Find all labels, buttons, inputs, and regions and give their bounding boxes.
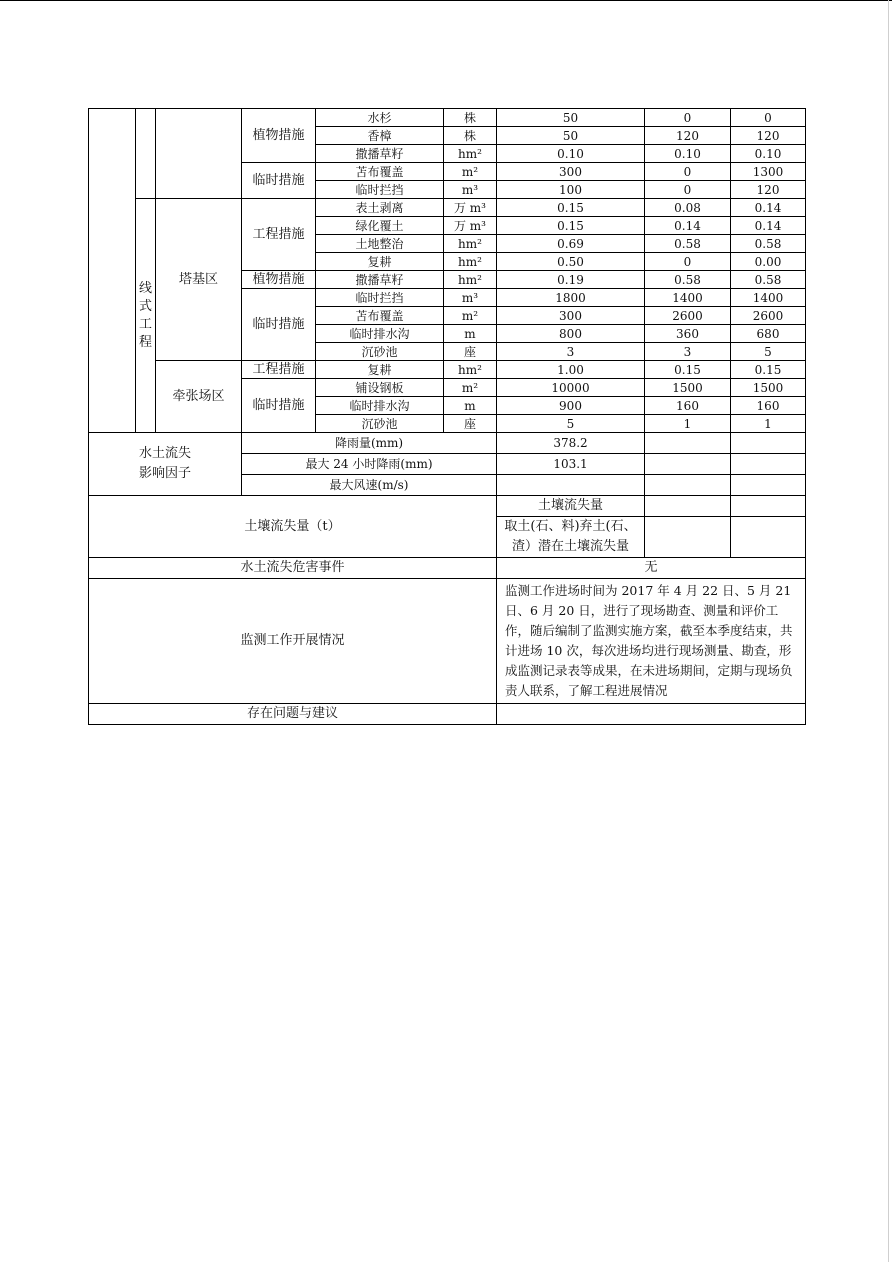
value-cell: 0.15 — [731, 361, 806, 379]
blank-cell — [731, 517, 806, 558]
value-cell: 0.14 — [731, 199, 806, 217]
planned-cell: 900 — [497, 397, 645, 415]
table-row — [89, 199, 806, 217]
unit-cell: m² — [444, 163, 497, 181]
planned-cell: 50 — [497, 109, 645, 127]
value-cell: 5 — [731, 343, 806, 361]
item-cell: 临时拦挡 — [316, 181, 444, 199]
planned-cell: 100 — [497, 181, 645, 199]
potential-soil-loss-label: 取土(石、料)弃土(石、渣）潜在土壤流失量 — [497, 517, 645, 558]
planned-cell: 1.00 — [497, 361, 645, 379]
item-cell: 临时排水沟 — [316, 325, 444, 343]
page-top-border — [0, 0, 892, 1]
unit-cell: m² — [444, 307, 497, 325]
blank-cell — [645, 517, 731, 558]
planned-cell: 0.10 — [497, 145, 645, 163]
measure-type-cell: 植物措施 — [242, 271, 316, 289]
issues-label: 存在问题与建议 — [89, 704, 497, 725]
table-row — [89, 579, 806, 704]
planned-cell: 10000 — [497, 379, 645, 397]
item-cell: 苫布覆盖 — [316, 307, 444, 325]
area-cell-tower-base: 塔基区 — [156, 199, 242, 361]
unit-cell: 株 — [444, 127, 497, 145]
item-cell: 撒播草籽 — [316, 145, 444, 163]
planned-cell: 5 — [497, 415, 645, 433]
unit-cell: 万 m³ — [444, 217, 497, 235]
unit-cell: hm² — [444, 235, 497, 253]
unit-cell: 座 — [444, 415, 497, 433]
value-cell: 3 — [645, 343, 731, 361]
item-cell: 临时排水沟 — [316, 397, 444, 415]
value-cell: 360 — [645, 325, 731, 343]
value-cell: 1 — [731, 415, 806, 433]
monitoring-label: 监测工作开展情况 — [89, 579, 497, 704]
factors-label-text: 水土流失 影响因子 — [138, 446, 191, 481]
planned-cell: 3 — [497, 343, 645, 361]
blank-cell — [156, 109, 242, 199]
planned-cell: 300 — [497, 163, 645, 181]
planned-cell: 0.15 — [497, 217, 645, 235]
unit-cell: 座 — [444, 343, 497, 361]
value-cell: 1400 — [645, 289, 731, 307]
item-cell: 撒播草籽 — [316, 271, 444, 289]
blank-cell — [645, 475, 731, 496]
unit-cell: hm² — [444, 253, 497, 271]
max24-rain-label: 最大 24 小时降雨(mm) — [242, 454, 497, 475]
line-project-text: 线 式 工 程 — [138, 280, 152, 350]
item-cell: 苫布覆盖 — [316, 163, 444, 181]
value-cell: 120 — [731, 127, 806, 145]
line-project-label — [136, 199, 156, 433]
value-cell: 120 — [645, 127, 731, 145]
table-row — [89, 109, 806, 127]
unit-cell: hm² — [444, 271, 497, 289]
unit-cell: m³ — [444, 289, 497, 307]
blank-cell — [645, 433, 731, 454]
planned-cell: 1800 — [497, 289, 645, 307]
value-cell: 0.58 — [645, 271, 731, 289]
max-wind-value — [497, 475, 645, 496]
measure-type-cell: 临时措施 — [242, 163, 316, 199]
value-cell: 0 — [645, 109, 731, 127]
measure-type-cell: 临时措施 — [242, 379, 316, 433]
table-row — [89, 558, 806, 579]
value-cell: 0.15 — [645, 361, 731, 379]
max24-rain-value: 103.1 — [497, 454, 645, 475]
item-cell: 临时拦挡 — [316, 289, 444, 307]
value-cell: 120 — [731, 181, 806, 199]
monitoring-table — [88, 108, 806, 725]
value-cell: 0.58 — [731, 235, 806, 253]
hazard-value: 无 — [497, 558, 806, 579]
item-cell: 铺设钢板 — [316, 379, 444, 397]
table-row — [89, 433, 806, 454]
item-cell: 绿化覆土 — [316, 217, 444, 235]
planned-cell: 0.69 — [497, 235, 645, 253]
unit-cell: m² — [444, 379, 497, 397]
measure-type-cell: 临时措施 — [242, 289, 316, 361]
blank-cell — [645, 496, 731, 517]
value-cell: 2600 — [731, 307, 806, 325]
table-row — [89, 704, 806, 725]
value-cell: 0 — [731, 109, 806, 127]
item-cell: 沉砂池 — [316, 343, 444, 361]
unit-cell: m — [444, 325, 497, 343]
item-cell: 水杉 — [316, 109, 444, 127]
blank-cell — [89, 109, 136, 433]
factors-label — [89, 433, 242, 496]
value-cell: 0 — [645, 253, 731, 271]
max-wind-label: 最大风速(m/s) — [242, 475, 497, 496]
issues-value — [497, 704, 806, 725]
value-cell: 160 — [731, 397, 806, 415]
blank-cell — [731, 496, 806, 517]
item-cell: 沉砂池 — [316, 415, 444, 433]
blank-cell — [136, 109, 156, 199]
value-cell: 0 — [645, 181, 731, 199]
soil-loss-label: 土壤流失量（t） — [89, 496, 497, 558]
value-cell: 2600 — [645, 307, 731, 325]
planned-cell: 800 — [497, 325, 645, 343]
planned-cell: 0.50 — [497, 253, 645, 271]
item-cell: 土地整治 — [316, 235, 444, 253]
soil-loss-sub-label: 土壤流失量 — [497, 496, 645, 517]
value-cell: 0.58 — [731, 271, 806, 289]
hazard-label: 水土流失危害事件 — [89, 558, 497, 579]
value-cell: 0.10 — [645, 145, 731, 163]
value-cell: 0 — [645, 163, 731, 181]
unit-cell: m³ — [444, 181, 497, 199]
item-cell: 复耕 — [316, 253, 444, 271]
measure-type-cell: 植物措施 — [242, 109, 316, 163]
value-cell: 0.14 — [645, 217, 731, 235]
blank-cell — [731, 454, 806, 475]
item-cell: 表土剥离 — [316, 199, 444, 217]
measure-type-cell: 工程措施 — [242, 199, 316, 271]
page-right-edge — [888, 0, 889, 1262]
value-cell: 1 — [645, 415, 731, 433]
table-row — [89, 496, 806, 517]
monitoring-value: 监测工作进场时间为 2017 年 4 月 22 日、5 月 21 日、6 月 20 日，进行了现场勘查、测量和评价工作，随后编制了监测实施方案，截至本季度结束，共计进场 10 次，每次进场均进行现场测量、勘查，形成监测记录表等成果，在未进场期间，定期与现场负责人联系，了解工程进展情况 — [497, 579, 806, 704]
planned-cell: 300 — [497, 307, 645, 325]
unit-cell: 株 — [444, 109, 497, 127]
value-cell: 0.08 — [645, 199, 731, 217]
planned-cell: 0.15 — [497, 199, 645, 217]
value-cell: 1500 — [645, 379, 731, 397]
planned-cell: 0.19 — [497, 271, 645, 289]
area-cell-stringing-site: 牵张场区 — [156, 361, 242, 433]
item-cell: 复耕 — [316, 361, 444, 379]
planned-cell: 50 — [497, 127, 645, 145]
value-cell: 1500 — [731, 379, 806, 397]
blank-cell — [645, 454, 731, 475]
value-cell: 0.10 — [731, 145, 806, 163]
item-cell: 香樟 — [316, 127, 444, 145]
unit-cell: 万 m³ — [444, 199, 497, 217]
value-cell: 0.14 — [731, 217, 806, 235]
unit-cell: hm² — [444, 145, 497, 163]
value-cell: 680 — [731, 325, 806, 343]
value-cell: 0.00 — [731, 253, 806, 271]
measure-type-cell: 工程措施 — [242, 361, 316, 379]
value-cell: 160 — [645, 397, 731, 415]
rainfall-value: 378.2 — [497, 433, 645, 454]
unit-cell: m — [444, 397, 497, 415]
value-cell: 0.58 — [645, 235, 731, 253]
value-cell: 1400 — [731, 289, 806, 307]
value-cell: 1300 — [731, 163, 806, 181]
table-row — [89, 361, 806, 379]
blank-cell — [731, 475, 806, 496]
rainfall-label: 降雨量(mm) — [242, 433, 497, 454]
unit-cell: hm² — [444, 361, 497, 379]
blank-cell — [731, 433, 806, 454]
